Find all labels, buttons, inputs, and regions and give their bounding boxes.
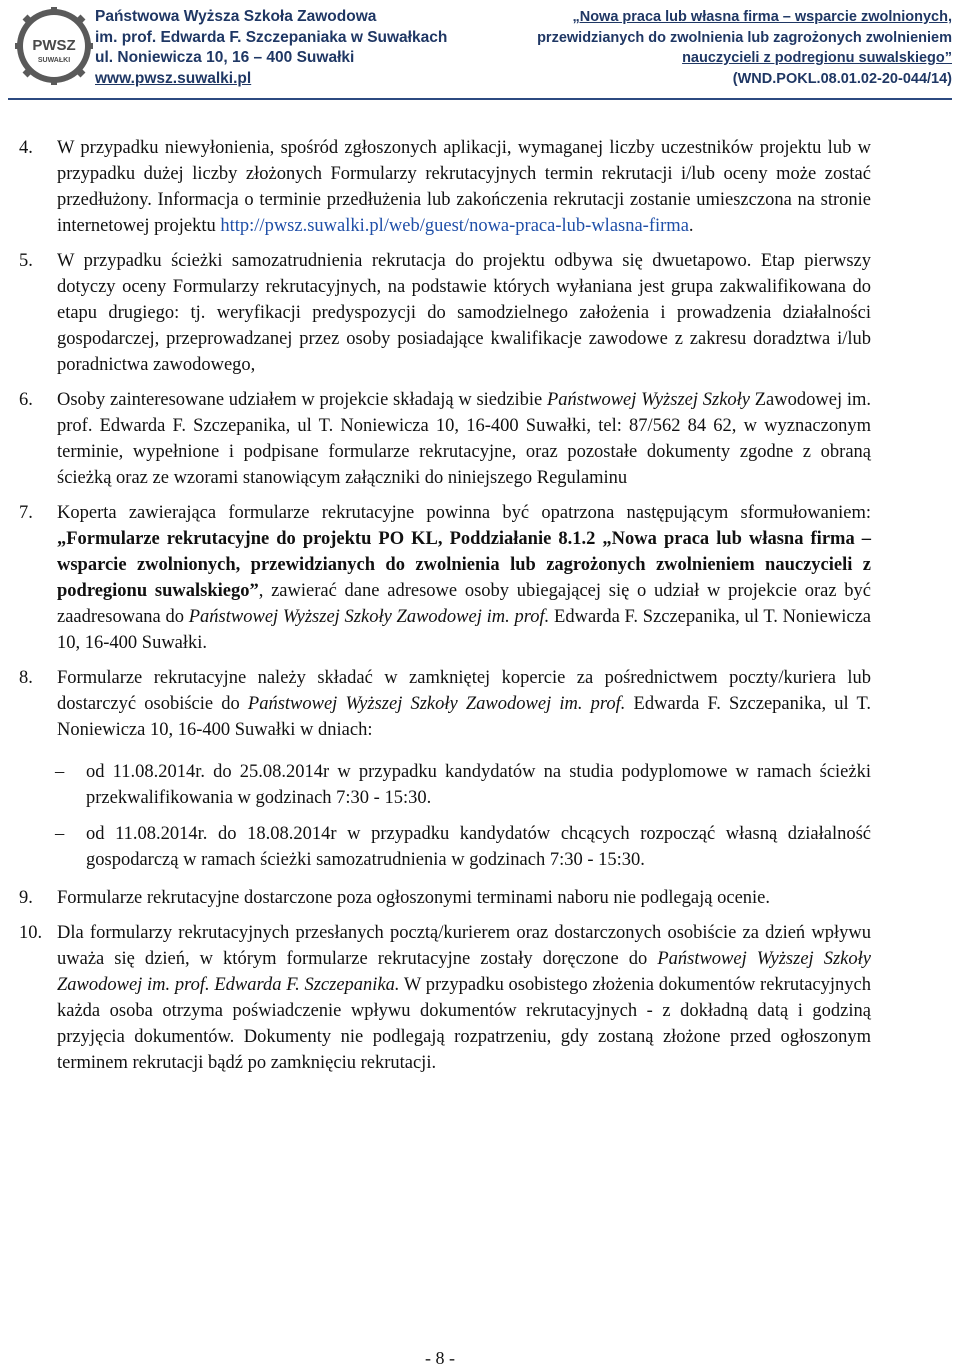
list-item-5 <box>19 248 871 378</box>
item-text-part: W przypadku niewyłonienia, spośród zgłoszonych aplikacji, wymaganej liczby uczestników projektu lub w przypadku dużej liczby złożonych Formularzy rekrutacyjnych termin rekrutacji i/lub oceny może zostać przedłużony. Informacja o terminie przedłużenia lub zakończenia rekrutacji zostanie umieszczona na stronie internetowej projektu <box>57 138 871 236</box>
item-number: 6. <box>19 390 33 410</box>
list-item-9 <box>19 885 871 911</box>
item-text-part: Koperta zawierająca formularze rekrutacyjne powinna być opatrzona następującym sformułowaniem: <box>57 503 871 523</box>
logo-subtext: SUWAŁKI <box>37 57 71 64</box>
list-item-8 <box>19 665 871 743</box>
item-text-part: . <box>688 216 694 236</box>
project-title-line3: nauczycieli z podregionu suwalskiego” <box>682 50 952 66</box>
document-body <box>19 135 871 1085</box>
institution-name: Państwowa Wyższa Szkoła Zawodowa <box>95 8 377 25</box>
dash-bullet: – <box>55 762 65 782</box>
item-text <box>57 135 871 239</box>
item-text-part: , zawierać dane adresowe osoby ubiegającej się o udział w projekcie oraz być zaadresowana do <box>57 581 871 627</box>
project-block <box>512 7 952 89</box>
item-text: W przypadku ścieżki samozatrudnienia rekrutacja do projektu odbywa się dwuetapowo. Etap pierwszy dotyczy oceny Formularzy rekrutacyjnych, na podstawie których wyłaniana jest grupa zakwalifikowana do etapu drugiego: tj. weryfikacji predyspozycji do samodzielnego założenia i prowadzenia działalności gospodarczej, przeprowadzanej przez osoby posiadające kwalifikacje zawodowe z zakresu doradztwa i/lub poradnictwa zawodowego, <box>57 251 871 375</box>
institution-address: ul. Noniewicza 10, 16 – 400 Suwałki <box>95 49 355 66</box>
date-range-text: od 11.08.2014r. do 18.08.2014r w przypadku kandydatów chcących rozpocząć własną działalność gospodarczą w ramach ścieżki samozatrudnienia w godzinach 7:30 - 15:30. <box>86 824 871 870</box>
logo-text: PWSZ <box>32 37 76 54</box>
item-text-italic: Państwowej Wyższej Szkoły <box>546 390 751 410</box>
item-text-italic: Państwowej Wyższej Szkoły Zawodowej im. prof. Edwarda F. Szczepanika. <box>57 949 871 995</box>
item-text-part: Zawodowej im. prof. Edwarda F. Szczepanika, ul T. Noniewicza 10, 16-400 Suwałki, tel: 87/562 84 62, w wyznaczonym terminie, wypełnione i podpisane formularze rekrutacyjne, oraz pozostałe dokumenty zgodne z obraną ścieżką oraz ze wzorami stanowiącym załączniki do niniejszego Regulaminu <box>57 390 871 488</box>
header-divider <box>8 98 952 100</box>
list-item-6 <box>19 387 871 491</box>
institution-patron: im. prof. Edwarda F. Szczepaniaka w Suwałkach <box>95 28 448 46</box>
item-number: 5. <box>19 251 33 271</box>
item-number: 7. <box>19 503 33 523</box>
item-text <box>57 500 871 656</box>
item-text-part: Edwarda F. Szczepanika, ul T. Noniewicza 10, 16-400 Suwałki w dniach: <box>57 694 871 740</box>
item-text <box>57 920 871 1076</box>
institution-block <box>95 7 447 89</box>
item-text-part: Formularze rekrutacyjne należy składać w zamkniętej kopercie za pośrednictwem poczty/kuriera lub dostarczyć osobiście do <box>57 668 871 714</box>
institution-url-link[interactable]: www.pwsz.suwalki.pl <box>95 69 252 87</box>
project-title-line2: przewidzianych do zwolnienia lub zagrożonych zwolnieniem <box>537 29 952 46</box>
item-number: 8. <box>19 668 33 688</box>
list-item-7 <box>19 500 871 656</box>
item-text <box>57 665 871 743</box>
envelope-label-bold: „Formularze rekrutacyjne do projektu PO KL, Poddziałanie 8.1.2 „Nowa praca lub własna firma – wsparcie zwolnionych, przewidzianych do zwolnienia lub zagrożonych zwolnieniem nauczycieli z podregionu suwalskiego” <box>57 529 871 601</box>
dash-bullet: – <box>55 824 65 844</box>
item-number: 9. <box>19 888 33 908</box>
date-range-item <box>19 821 871 873</box>
item-text-part: Edwarda F. Szczepanika, ul T. Noniewicza 10, 16-400 Suwałki. <box>57 607 872 653</box>
project-website-link[interactable]: http://pwsz.suwalki.pl/web/guest/nowa-praca-lub-wlasna-firma <box>220 216 689 236</box>
project-code: (WND.POKL.08.01.02-20-044/14) <box>732 70 952 87</box>
item-text: Formularze rekrutacyjne dostarczone poza ogłoszonymi terminami naboru nie podlegają ocenie. <box>57 888 771 908</box>
list-item-4 <box>19 135 871 239</box>
item-text-italic: Państwowej Wyższej Szkoły Zawodowej im. prof. <box>247 694 626 714</box>
item-number: 10. <box>19 923 43 943</box>
item-text-part: Osoby zainteresowane udziałem w projekcie składają w siedzibie <box>57 390 547 410</box>
item-text-part: W przypadku osobistego złożenia dokumentów rekrutacyjnych każda osoba otrzyma poświadczenie wpływu dokumentów rekrutacyjnych - z dokładną datą i godziną przyjęcia dokumentów. Dokumenty nie podlegają rozpatrzeniu, gdy zostaną złożone przed ogłoszonym terminem rekrutacji bądź po zamknięciu rekrutacji. <box>57 975 871 1073</box>
item-number: 4. <box>19 138 33 158</box>
item-text-italic: Państwowej Wyższej Szkoły Zawodowej im. prof. <box>188 607 550 627</box>
item-text-part: Dla formularzy rekrutacyjnych przesłanych pocztą/kurierem oraz dostarczonych osobiście za dzień wpływu uważa się dzień, w którym formularze rekrutacyjne zostały doręczone do <box>57 923 871 969</box>
item-text <box>57 387 871 491</box>
page-header <box>0 0 960 104</box>
date-range-text: od 11.08.2014r. do 25.08.2014r w przypadku kandydatów na studia podyplomowe w ramach ścieżki przekwalifikowania w godzinach 7:30 - 15:30. <box>86 762 871 808</box>
project-title-line1: „Nowa praca lub własna firma – wsparcie zwolnionych, <box>572 9 952 25</box>
list-item-10 <box>19 920 871 1076</box>
page-number: - 8 - <box>425 1348 455 1368</box>
date-range-item <box>19 759 871 811</box>
pwsz-logo <box>14 6 94 86</box>
